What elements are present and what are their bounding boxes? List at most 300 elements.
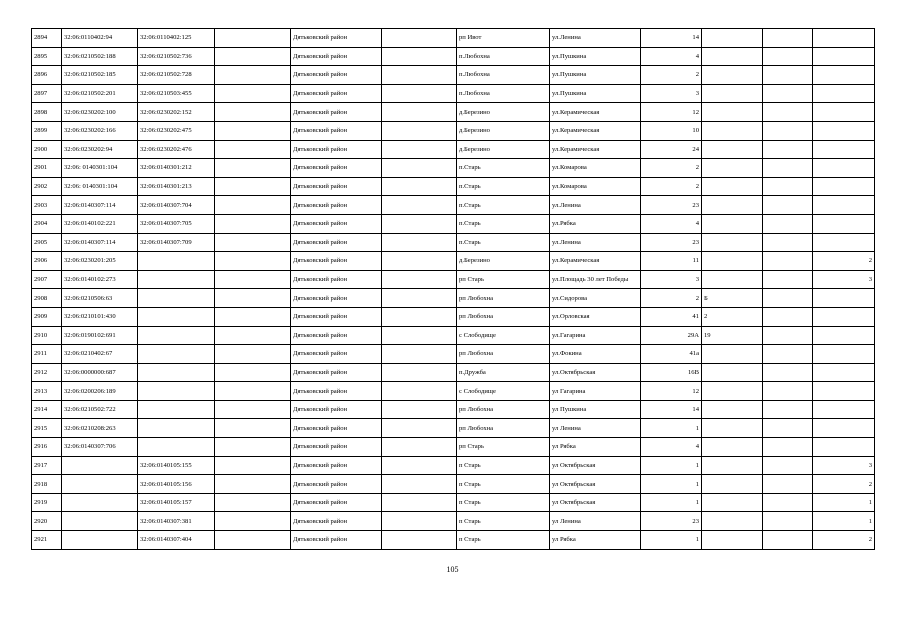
cell-street: ул.Пушкина bbox=[550, 84, 641, 103]
cell-extra bbox=[215, 382, 291, 401]
cell-house: 2 bbox=[641, 289, 702, 308]
cell-cadastral-number-2: 32:06:0230202:476 bbox=[138, 140, 215, 159]
cell-extra-2 bbox=[382, 66, 457, 85]
cell-extra-2 bbox=[382, 103, 457, 122]
cell-apartment bbox=[813, 289, 875, 308]
cell-cadastral-number: 32:06:0210506:63 bbox=[62, 289, 138, 308]
cell-extra-3 bbox=[763, 512, 813, 531]
cell-extra-2 bbox=[382, 531, 457, 550]
table-row bbox=[32, 66, 875, 85]
cell-cadastral-number-2: 32:06:0140105:155 bbox=[138, 456, 215, 475]
cell-row-number: 2916 bbox=[32, 438, 62, 457]
cell-extra bbox=[215, 363, 291, 382]
table-row bbox=[32, 400, 875, 419]
cell-district: Дятьковский район bbox=[291, 214, 382, 233]
cell-settlement: п.Старь bbox=[457, 214, 550, 233]
cell-extra bbox=[215, 475, 291, 494]
cell-cadastral-number-2: 32:06:0140105:157 bbox=[138, 493, 215, 512]
cell-cadastral-number-2: 32:06:0210502:728 bbox=[138, 66, 215, 85]
cell-cadastral-number-2: 32:06:0140105:156 bbox=[138, 475, 215, 494]
cell-cadastral-number: 32:06:0190102:691 bbox=[62, 326, 138, 345]
cell-cadastral-number-2: 32:06:0140307:705 bbox=[138, 214, 215, 233]
cell-building bbox=[702, 84, 763, 103]
cell-building bbox=[702, 512, 763, 531]
cell-district: Дятьковский район bbox=[291, 159, 382, 178]
cell-extra-3 bbox=[763, 29, 813, 48]
cell-district: Дятьковский район bbox=[291, 196, 382, 215]
cell-extra-2 bbox=[382, 382, 457, 401]
cell-building: Б bbox=[702, 289, 763, 308]
cell-settlement: с Слободище bbox=[457, 382, 550, 401]
cell-row-number: 2911 bbox=[32, 345, 62, 364]
cell-cadastral-number: 32:06:0230202:166 bbox=[62, 121, 138, 140]
cell-row-number: 2910 bbox=[32, 326, 62, 345]
cell-house: 14 bbox=[641, 29, 702, 48]
cell-cadastral-number: 32:06:0200206:189 bbox=[62, 382, 138, 401]
cell-district: Дятьковский район bbox=[291, 493, 382, 512]
cell-settlement: с Слободище bbox=[457, 326, 550, 345]
cell-street: ул.Гагарина bbox=[550, 326, 641, 345]
cell-cadastral-number: 32:06: 0140301:104 bbox=[62, 159, 138, 178]
cell-extra bbox=[215, 400, 291, 419]
table-body bbox=[32, 29, 875, 550]
cell-extra-3 bbox=[763, 382, 813, 401]
cell-street: ул.Комарова bbox=[550, 177, 641, 196]
cell-row-number: 2902 bbox=[32, 177, 62, 196]
cell-extra-2 bbox=[382, 252, 457, 271]
cell-street: ул Ленина bbox=[550, 512, 641, 531]
table-row bbox=[32, 419, 875, 438]
cell-extra-2 bbox=[382, 475, 457, 494]
cell-cadastral-number: 32:06:0210502:722 bbox=[62, 400, 138, 419]
cell-extra-2 bbox=[382, 307, 457, 326]
cell-extra-2 bbox=[382, 214, 457, 233]
cell-cadastral-number: 32:06:0000000:687 bbox=[62, 363, 138, 382]
cell-extra bbox=[215, 47, 291, 66]
cell-cadastral-number-2: 32:06:0110402:125 bbox=[138, 29, 215, 48]
cell-building bbox=[702, 382, 763, 401]
cell-cadastral-number: 32:06:0210502:188 bbox=[62, 47, 138, 66]
cell-house: 3 bbox=[641, 84, 702, 103]
cell-extra-2 bbox=[382, 456, 457, 475]
cell-district: Дятьковский район bbox=[291, 66, 382, 85]
cell-apartment bbox=[813, 84, 875, 103]
cell-extra-2 bbox=[382, 177, 457, 196]
cell-cadastral-number-2: 32:06:0140301:212 bbox=[138, 159, 215, 178]
cell-district: Дятьковский район bbox=[291, 400, 382, 419]
cell-street: ул Октябрьская bbox=[550, 475, 641, 494]
cell-district: Дятьковский район bbox=[291, 29, 382, 48]
cell-street: ул Октябрьская bbox=[550, 493, 641, 512]
cell-cadastral-number bbox=[62, 493, 138, 512]
cell-house: 4 bbox=[641, 438, 702, 457]
cell-extra-3 bbox=[763, 214, 813, 233]
cell-settlement: п Старь bbox=[457, 531, 550, 550]
table-row bbox=[32, 382, 875, 401]
cell-extra bbox=[215, 103, 291, 122]
cell-extra bbox=[215, 531, 291, 550]
cell-district: Дятьковский район bbox=[291, 345, 382, 364]
cell-cadastral-number-2 bbox=[138, 363, 215, 382]
cell-district: Дятьковский район bbox=[291, 456, 382, 475]
cell-row-number: 2898 bbox=[32, 103, 62, 122]
cell-district: Дятьковский район bbox=[291, 140, 382, 159]
cell-row-number: 2908 bbox=[32, 289, 62, 308]
cell-settlement: д.Березино bbox=[457, 140, 550, 159]
registry-table bbox=[31, 28, 875, 550]
cell-apartment: 3 bbox=[813, 270, 875, 289]
cell-cadastral-number-2: 32:06:0210503:455 bbox=[138, 84, 215, 103]
cell-settlement: д.Березино bbox=[457, 121, 550, 140]
cell-extra-3 bbox=[763, 531, 813, 550]
cell-row-number: 2894 bbox=[32, 29, 62, 48]
cell-extra-2 bbox=[382, 400, 457, 419]
cell-building bbox=[702, 233, 763, 252]
cell-house: 10 bbox=[641, 121, 702, 140]
cell-street: ул.Сидорова bbox=[550, 289, 641, 308]
cell-apartment bbox=[813, 363, 875, 382]
cell-cadastral-number: 32:06:0210402:67 bbox=[62, 345, 138, 364]
cell-extra-3 bbox=[763, 419, 813, 438]
cell-house: 12 bbox=[641, 103, 702, 122]
cell-row-number: 2905 bbox=[32, 233, 62, 252]
cell-extra-3 bbox=[763, 326, 813, 345]
cell-apartment bbox=[813, 66, 875, 85]
cell-building bbox=[702, 493, 763, 512]
cell-extra bbox=[215, 121, 291, 140]
cell-extra bbox=[215, 438, 291, 457]
cell-settlement: п.Любохна bbox=[457, 66, 550, 85]
cell-cadastral-number: 32:06:0140307:706 bbox=[62, 438, 138, 457]
cell-house: 12 bbox=[641, 382, 702, 401]
cell-apartment: 1 bbox=[813, 512, 875, 531]
cell-street: ул Ленина bbox=[550, 419, 641, 438]
cell-street: ул.Пушкина bbox=[550, 47, 641, 66]
cell-settlement: рп Любохна bbox=[457, 345, 550, 364]
cell-row-number: 2914 bbox=[32, 400, 62, 419]
table-row bbox=[32, 103, 875, 122]
cell-apartment bbox=[813, 103, 875, 122]
cell-house: 23 bbox=[641, 512, 702, 531]
cell-house: 16В bbox=[641, 363, 702, 382]
cell-settlement: п Старь bbox=[457, 512, 550, 531]
cell-settlement: рп Ивот bbox=[457, 29, 550, 48]
cell-extra-3 bbox=[763, 493, 813, 512]
cell-settlement: п.Дружба bbox=[457, 363, 550, 382]
cell-building bbox=[702, 456, 763, 475]
cell-apartment bbox=[813, 214, 875, 233]
table-row bbox=[32, 29, 875, 48]
cell-extra-3 bbox=[763, 177, 813, 196]
cell-street: ул.Фокина bbox=[550, 345, 641, 364]
cell-street: ул.Площадь 30 лет Победы bbox=[550, 270, 641, 289]
cell-settlement: п.Старь bbox=[457, 177, 550, 196]
cell-cadastral-number: 32:06:0210502:185 bbox=[62, 66, 138, 85]
table-row bbox=[32, 531, 875, 550]
cell-building bbox=[702, 103, 763, 122]
table-row bbox=[32, 177, 875, 196]
cell-house: 2 bbox=[641, 66, 702, 85]
cell-apartment bbox=[813, 438, 875, 457]
cell-house: 23 bbox=[641, 196, 702, 215]
cell-extra-2 bbox=[382, 270, 457, 289]
cell-apartment bbox=[813, 382, 875, 401]
cell-row-number: 2897 bbox=[32, 84, 62, 103]
cell-row-number: 2906 bbox=[32, 252, 62, 271]
cell-district: Дятьковский район bbox=[291, 177, 382, 196]
cell-settlement: рп Старь bbox=[457, 270, 550, 289]
cell-building bbox=[702, 214, 763, 233]
cell-cadastral-number-2 bbox=[138, 345, 215, 364]
cell-cadastral-number-2: 32:06:0140307:704 bbox=[138, 196, 215, 215]
cell-district: Дятьковский район bbox=[291, 252, 382, 271]
cell-extra bbox=[215, 233, 291, 252]
cell-cadastral-number bbox=[62, 456, 138, 475]
cell-row-number: 2909 bbox=[32, 307, 62, 326]
cell-extra-2 bbox=[382, 233, 457, 252]
cell-extra-3 bbox=[763, 140, 813, 159]
cell-row-number: 2895 bbox=[32, 47, 62, 66]
cell-extra-3 bbox=[763, 233, 813, 252]
cell-extra-3 bbox=[763, 47, 813, 66]
cell-cadastral-number: 32:06:0210101:430 bbox=[62, 307, 138, 326]
cell-street: ул Пушкина bbox=[550, 400, 641, 419]
cell-row-number: 2917 bbox=[32, 456, 62, 475]
cell-settlement: п.Старь bbox=[457, 159, 550, 178]
cell-cadastral-number: 32:06:0230202:94 bbox=[62, 140, 138, 159]
cell-cadastral-number: 32:06:0140102:273 bbox=[62, 270, 138, 289]
cell-district: Дятьковский район bbox=[291, 363, 382, 382]
cell-settlement: п.Старь bbox=[457, 196, 550, 215]
cell-extra-3 bbox=[763, 475, 813, 494]
cell-row-number: 2912 bbox=[32, 363, 62, 382]
cell-district: Дятьковский район bbox=[291, 512, 382, 531]
cell-settlement: рп Любохна bbox=[457, 400, 550, 419]
cell-house: 2 bbox=[641, 159, 702, 178]
cell-settlement: рп Любохна bbox=[457, 289, 550, 308]
cell-settlement: п Старь bbox=[457, 456, 550, 475]
cell-apartment bbox=[813, 121, 875, 140]
cell-row-number: 2919 bbox=[32, 493, 62, 512]
table-row bbox=[32, 196, 875, 215]
cell-house: 1 bbox=[641, 475, 702, 494]
table-row bbox=[32, 512, 875, 531]
cell-building bbox=[702, 270, 763, 289]
cell-cadastral-number bbox=[62, 531, 138, 550]
cell-row-number: 2903 bbox=[32, 196, 62, 215]
cell-extra bbox=[215, 84, 291, 103]
cell-street: ул.Пушкина bbox=[550, 66, 641, 85]
cell-house: 14 bbox=[641, 400, 702, 419]
cell-district: Дятьковский район bbox=[291, 326, 382, 345]
cell-building bbox=[702, 140, 763, 159]
cell-cadastral-number-2 bbox=[138, 289, 215, 308]
cell-extra-2 bbox=[382, 493, 457, 512]
cell-street: ул.Ленина bbox=[550, 233, 641, 252]
cell-row-number: 2901 bbox=[32, 159, 62, 178]
cell-extra bbox=[215, 66, 291, 85]
cell-apartment: 2 bbox=[813, 252, 875, 271]
cell-extra bbox=[215, 214, 291, 233]
table-row bbox=[32, 493, 875, 512]
cell-extra-2 bbox=[382, 84, 457, 103]
cell-building bbox=[702, 419, 763, 438]
cell-house: 1 bbox=[641, 419, 702, 438]
cell-row-number: 2921 bbox=[32, 531, 62, 550]
cell-house: 24 bbox=[641, 140, 702, 159]
cell-cadastral-number-2: 32:06:0140307:381 bbox=[138, 512, 215, 531]
cell-building bbox=[702, 177, 763, 196]
cell-extra-2 bbox=[382, 159, 457, 178]
table-row bbox=[32, 84, 875, 103]
cell-row-number: 2896 bbox=[32, 66, 62, 85]
cell-street: ул.Октябрьская bbox=[550, 363, 641, 382]
cell-extra-3 bbox=[763, 456, 813, 475]
cell-extra bbox=[215, 289, 291, 308]
cell-apartment bbox=[813, 47, 875, 66]
cell-street: ул Октябрьская bbox=[550, 456, 641, 475]
cell-house: 23 bbox=[641, 233, 702, 252]
table-row bbox=[32, 252, 875, 271]
cell-row-number: 2915 bbox=[32, 419, 62, 438]
cell-apartment bbox=[813, 159, 875, 178]
cell-extra-3 bbox=[763, 252, 813, 271]
cell-building: 19 bbox=[702, 326, 763, 345]
cell-district: Дятьковский район bbox=[291, 47, 382, 66]
table-row bbox=[32, 140, 875, 159]
cell-street: ул.Керамическая bbox=[550, 252, 641, 271]
cell-apartment bbox=[813, 326, 875, 345]
cell-settlement: п.Любохна bbox=[457, 84, 550, 103]
cell-extra-2 bbox=[382, 419, 457, 438]
cell-street: ул.Керамическая bbox=[550, 140, 641, 159]
cell-extra-3 bbox=[763, 438, 813, 457]
cell-extra bbox=[215, 140, 291, 159]
cell-extra-3 bbox=[763, 84, 813, 103]
cell-cadastral-number-2 bbox=[138, 270, 215, 289]
cell-building bbox=[702, 345, 763, 364]
cell-row-number: 2904 bbox=[32, 214, 62, 233]
cell-street: ул Рябка bbox=[550, 438, 641, 457]
cell-street: ул.Ленина bbox=[550, 29, 641, 48]
cell-district: Дятьковский район bbox=[291, 84, 382, 103]
cell-row-number: 2913 bbox=[32, 382, 62, 401]
cell-extra-3 bbox=[763, 66, 813, 85]
page-number: 105 bbox=[446, 565, 459, 574]
cell-cadastral-number-2: 32:06:0230202:152 bbox=[138, 103, 215, 122]
cell-extra-2 bbox=[382, 121, 457, 140]
cell-cadastral-number: 32:06:0140307:114 bbox=[62, 196, 138, 215]
cell-extra bbox=[215, 493, 291, 512]
cell-extra-3 bbox=[763, 363, 813, 382]
cell-cadastral-number-2: 32:06:0140307:709 bbox=[138, 233, 215, 252]
cell-extra bbox=[215, 345, 291, 364]
cell-extra bbox=[215, 512, 291, 531]
cell-extra bbox=[215, 196, 291, 215]
cell-apartment: 2 bbox=[813, 475, 875, 494]
cell-settlement: п Старь bbox=[457, 493, 550, 512]
cell-extra-2 bbox=[382, 363, 457, 382]
cell-settlement: п Старь bbox=[457, 475, 550, 494]
cell-apartment bbox=[813, 29, 875, 48]
cell-extra-3 bbox=[763, 196, 813, 215]
cell-cadastral-number-2: 32:06:0230202:475 bbox=[138, 121, 215, 140]
cell-apartment: 2 bbox=[813, 531, 875, 550]
cell-apartment bbox=[813, 400, 875, 419]
cell-building bbox=[702, 531, 763, 550]
table-row bbox=[32, 270, 875, 289]
cell-extra bbox=[215, 326, 291, 345]
table-row bbox=[32, 47, 875, 66]
cell-district: Дятьковский район bbox=[291, 382, 382, 401]
cell-extra-3 bbox=[763, 121, 813, 140]
cell-building bbox=[702, 159, 763, 178]
cell-street: ул.Ленина bbox=[550, 196, 641, 215]
cell-building bbox=[702, 438, 763, 457]
cell-house: 29А bbox=[641, 326, 702, 345]
cell-cadastral-number-2: 32:06:0210502:736 bbox=[138, 47, 215, 66]
cell-extra bbox=[215, 307, 291, 326]
cell-building bbox=[702, 252, 763, 271]
cell-apartment: 1 bbox=[813, 493, 875, 512]
cell-street: ул.Орловская bbox=[550, 307, 641, 326]
cell-extra-2 bbox=[382, 29, 457, 48]
cell-apartment bbox=[813, 177, 875, 196]
cell-extra-2 bbox=[382, 140, 457, 159]
cell-cadastral-number-2 bbox=[138, 438, 215, 457]
table-row bbox=[32, 233, 875, 252]
cell-cadastral-number-2 bbox=[138, 382, 215, 401]
cell-extra-2 bbox=[382, 326, 457, 345]
cell-cadastral-number-2 bbox=[138, 252, 215, 271]
cell-cadastral-number: 32:06:0230202:100 bbox=[62, 103, 138, 122]
cell-row-number: 2900 bbox=[32, 140, 62, 159]
cell-extra-3 bbox=[763, 345, 813, 364]
table-row bbox=[32, 121, 875, 140]
cell-house: 11 bbox=[641, 252, 702, 271]
cell-cadastral-number: 32:06:0210208:263 bbox=[62, 419, 138, 438]
cell-cadastral-number bbox=[62, 475, 138, 494]
table-row bbox=[32, 345, 875, 364]
cell-house: 2 bbox=[641, 177, 702, 196]
cell-street: ул.Комарова bbox=[550, 159, 641, 178]
cell-extra-2 bbox=[382, 289, 457, 308]
cell-extra bbox=[215, 419, 291, 438]
cell-settlement: рп Любохна bbox=[457, 307, 550, 326]
cell-row-number: 2907 bbox=[32, 270, 62, 289]
cell-district: Дятьковский район bbox=[291, 531, 382, 550]
cell-house: 1 bbox=[641, 531, 702, 550]
cell-apartment bbox=[813, 196, 875, 215]
cell-extra-2 bbox=[382, 345, 457, 364]
cell-settlement: д.Березино bbox=[457, 252, 550, 271]
cell-extra-3 bbox=[763, 270, 813, 289]
cell-building bbox=[702, 66, 763, 85]
table-row bbox=[32, 289, 875, 308]
cell-building bbox=[702, 29, 763, 48]
cell-district: Дятьковский район bbox=[291, 419, 382, 438]
cell-extra-2 bbox=[382, 512, 457, 531]
cell-cadastral-number: 32:06:0230201:205 bbox=[62, 252, 138, 271]
cell-street: ул.Рябка bbox=[550, 214, 641, 233]
cell-cadastral-number-2: 32:06:0140307:404 bbox=[138, 531, 215, 550]
table-row bbox=[32, 456, 875, 475]
cell-cadastral-number: 32:06: 0140301:104 bbox=[62, 177, 138, 196]
cell-cadastral-number-2 bbox=[138, 400, 215, 419]
cell-house: 4 bbox=[641, 47, 702, 66]
cell-cadastral-number bbox=[62, 512, 138, 531]
cell-street: ул Рябка bbox=[550, 531, 641, 550]
